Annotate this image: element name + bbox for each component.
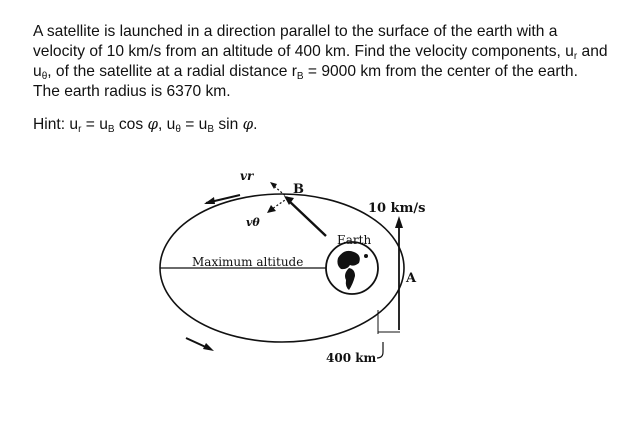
- label-max-altitude: Maximum altitude: [192, 255, 304, 269]
- hint-prefix: Hint: u: [33, 116, 79, 133]
- problem-text-4: = 9000 km from the center of the earth. The earth radius is 6370 km.: [33, 63, 578, 100]
- hint-eq2: = u: [180, 116, 208, 133]
- velocity-line-B: [288, 200, 326, 236]
- subscript-B: B: [296, 71, 304, 82]
- velocity-arrowhead-A: [395, 216, 403, 228]
- hint-phi-1: φ: [147, 115, 158, 133]
- label-A: A: [406, 271, 417, 286]
- label-earth: Earth: [337, 233, 372, 247]
- label-vr: vr: [240, 169, 254, 183]
- hint-sin: sin: [214, 116, 243, 133]
- hint-sub-r: r: [78, 124, 82, 135]
- vtheta-arrowhead: [267, 205, 276, 213]
- earth-circle: [326, 242, 378, 294]
- label-velocity: 10 km/s: [368, 201, 426, 216]
- hint-sub-theta: θ: [175, 124, 181, 135]
- hint-sub-B1: B: [107, 124, 115, 135]
- orbit-direction-bottom-arrowhead: [203, 343, 214, 351]
- problem-text-2: and u: [33, 43, 608, 80]
- vr-arrow-line: [274, 186, 288, 198]
- altitude-leader: [377, 342, 383, 358]
- label-vtheta: vθ: [246, 216, 260, 229]
- label-altitude: 400 km: [326, 351, 377, 365]
- problem-text-1: A satellite is launched in a direction parallel to the surface of the earth with a velocity of 10 km/s from an altitude of 400 km. Find the velocity components, u: [33, 23, 574, 60]
- hint-cos: cos: [114, 116, 148, 133]
- hint-eq1: = u: [81, 116, 108, 133]
- hint-phi-2: φ: [242, 115, 254, 133]
- orbit-direction-top-arrowhead: [204, 197, 215, 204]
- hint-sub-B2: B: [207, 124, 215, 135]
- problem-text-3: , of the satellite at a radial distance r: [47, 63, 297, 80]
- hint-sep: , u: [158, 116, 176, 133]
- label-B: B: [293, 182, 304, 197]
- hint-end: .: [253, 116, 258, 133]
- vtheta-arrow-line: [272, 198, 288, 209]
- vr-arrowhead: [270, 182, 277, 189]
- subscript-theta: θ: [41, 71, 48, 82]
- subscript-r: r: [573, 51, 578, 62]
